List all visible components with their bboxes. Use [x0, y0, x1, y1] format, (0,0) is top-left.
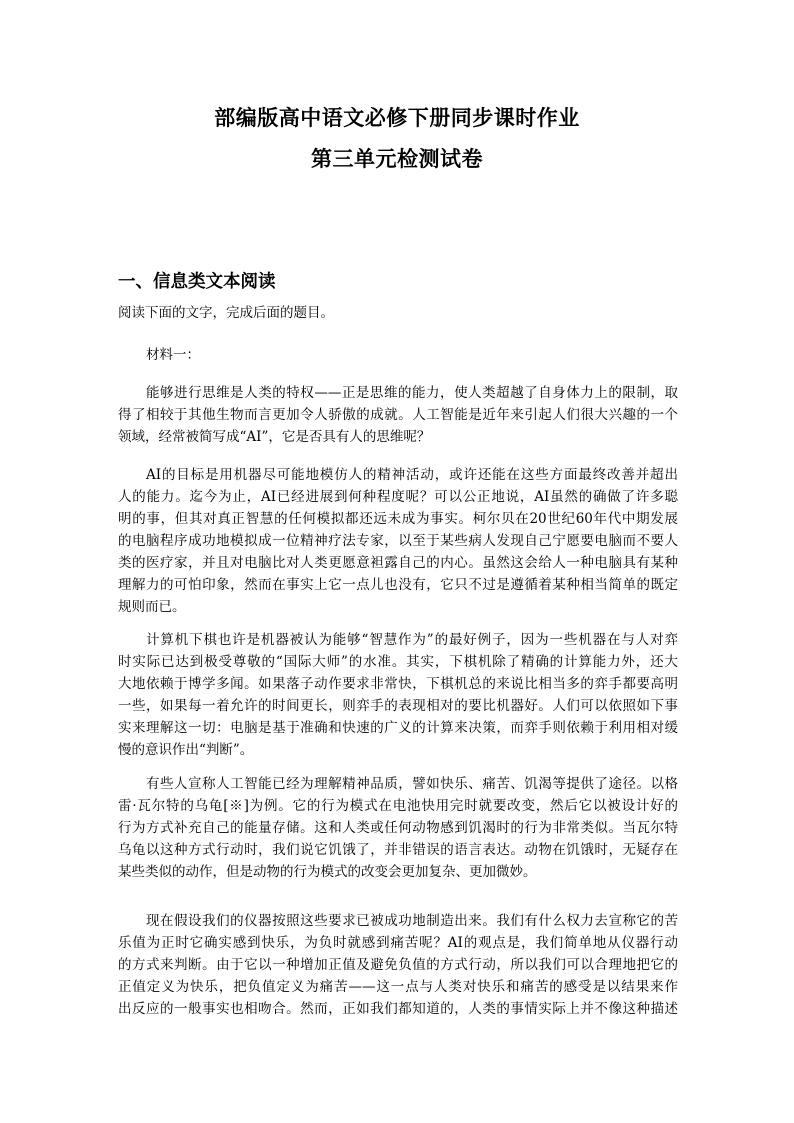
paragraph-line: 一些，如果每一着允许的时间更长，则弈手的表现相对的要比机器好。人们可以依照如下事	[118, 698, 678, 714]
document-subtitle: 第三单元检测试卷	[311, 147, 483, 171]
section-heading: 一、信息类文本阅读	[118, 272, 276, 292]
paragraph-line: 现在假设我们的仪器按照这些要求已被成功地制造出来。我们有什么权力去宣称它的苦	[146, 913, 678, 929]
paragraph-line: 雷·瓦尔特的乌龟[※]为例。它的行为模式在电池快用完时就要改变，然后它以被设计好的	[118, 798, 678, 814]
document-title: 部编版高中语文必修下册同步课时作业	[214, 106, 580, 130]
paragraph-line: 理解力的可怕印象，然而在事实上它一点儿也没有，它只不过是遵循着某种相当简单的既定	[118, 577, 678, 593]
paragraph-line: 能够进行思维是人类的特权——正是思维的能力，使人类超越了自身体力上的限制，取	[146, 385, 678, 401]
material-label: 材料一：	[146, 347, 200, 363]
paragraph-line: 规则而已。	[118, 599, 186, 615]
paragraph-line: 的方式来判断。由于它以一种增加正值及避免负值的方式行动，所以我们可以合理地把它的	[118, 957, 678, 973]
paragraph-line: 乌龟以这种方式行动时，我们说它饥饿了，并非错误的语言表达。动物在饥饿时，无疑存在	[118, 842, 678, 858]
paragraph-line: 实来理解这一切：电脑是基于准确和快速的广义的计算来决策，而弈手则依赖于利用相对缓	[118, 720, 678, 736]
paragraph-line: 行为方式补充自己的能量存储。这和人类或任何动物感到饥渴时的行为非常类似。当瓦尔特	[118, 820, 678, 836]
paragraph-line: AI的目标是用机器尽可能地模仿人的精神活动，或许还能在这些方面最终改善并超出	[146, 467, 678, 483]
paragraph-line: 计算机下棋也许是机器被认为能够“智慧作为”的最好例子，因为一些机器在与人对弈	[146, 632, 678, 648]
paragraph-line: 某些类似的动作，但是动物的行为模式的改变会更加复杂、更加微妙。	[118, 864, 537, 880]
instruction-text: 阅读下面的文字，完成后面的题目。	[118, 305, 334, 321]
paragraph-line: 得了相较于其他生物而言更加令人骄傲的成就。人工智能是近年来引起人们很大兴趣的一个	[118, 407, 678, 423]
paragraph-line: 出反应的一般事实也相吻合。然而，正如我们都知道的，人类的事情实际上并不像这种描述	[118, 1001, 678, 1017]
paragraph-line: 乐值为正时它确实感到快乐，为负时就感到痛苦呢？AI的观点是，我们简单地从仪器行动	[118, 935, 678, 951]
paragraph-line: 时实际已达到极受尊敬的“国际大师”的水准。其实，下棋机除了精确的计算能力外，还大	[118, 654, 678, 670]
paragraph-line: 大地依赖于博学多闻。如果落子动作要求非常快，下棋机总的来说比相当多的弈手都要高明	[118, 676, 678, 692]
paragraph-line: 慢的意识作出“判断”。	[118, 742, 254, 758]
paragraph-line: 正值定义为快乐，把负值定义为痛苦——这一点与人类对快乐和痛苦的感受是以结果来作	[118, 979, 678, 995]
paragraph-line: 明的事，但其对真正智慧的任何模拟都还远未成为事实。柯尔贝在20世纪60年代中期发展	[118, 511, 678, 527]
paragraph-line: 类的医疗家，并且对电脑比对人类更愿意袒露自己的内心。虽然这会给人一种电脑具有某种	[118, 555, 678, 571]
paragraph-line: 的电脑程序成功地模拟成一位精神疗法专家，以至于某些病人发现自己宁愿要电脑而不要人	[118, 533, 678, 549]
paragraph-line: 领域，经常被简写成“AI”，它是否具有人的思维呢？	[118, 429, 431, 445]
paragraph-line: 人的能力。迄今为止，AI已经进展到何种程度呢？可以公正地说，AI虽然的确做了许多聪	[118, 489, 678, 505]
paragraph-line: 有些人宣称人工智能已经为理解精神品质，譬如快乐、痛苦、饥渴等提供了途径。以格	[146, 776, 678, 792]
